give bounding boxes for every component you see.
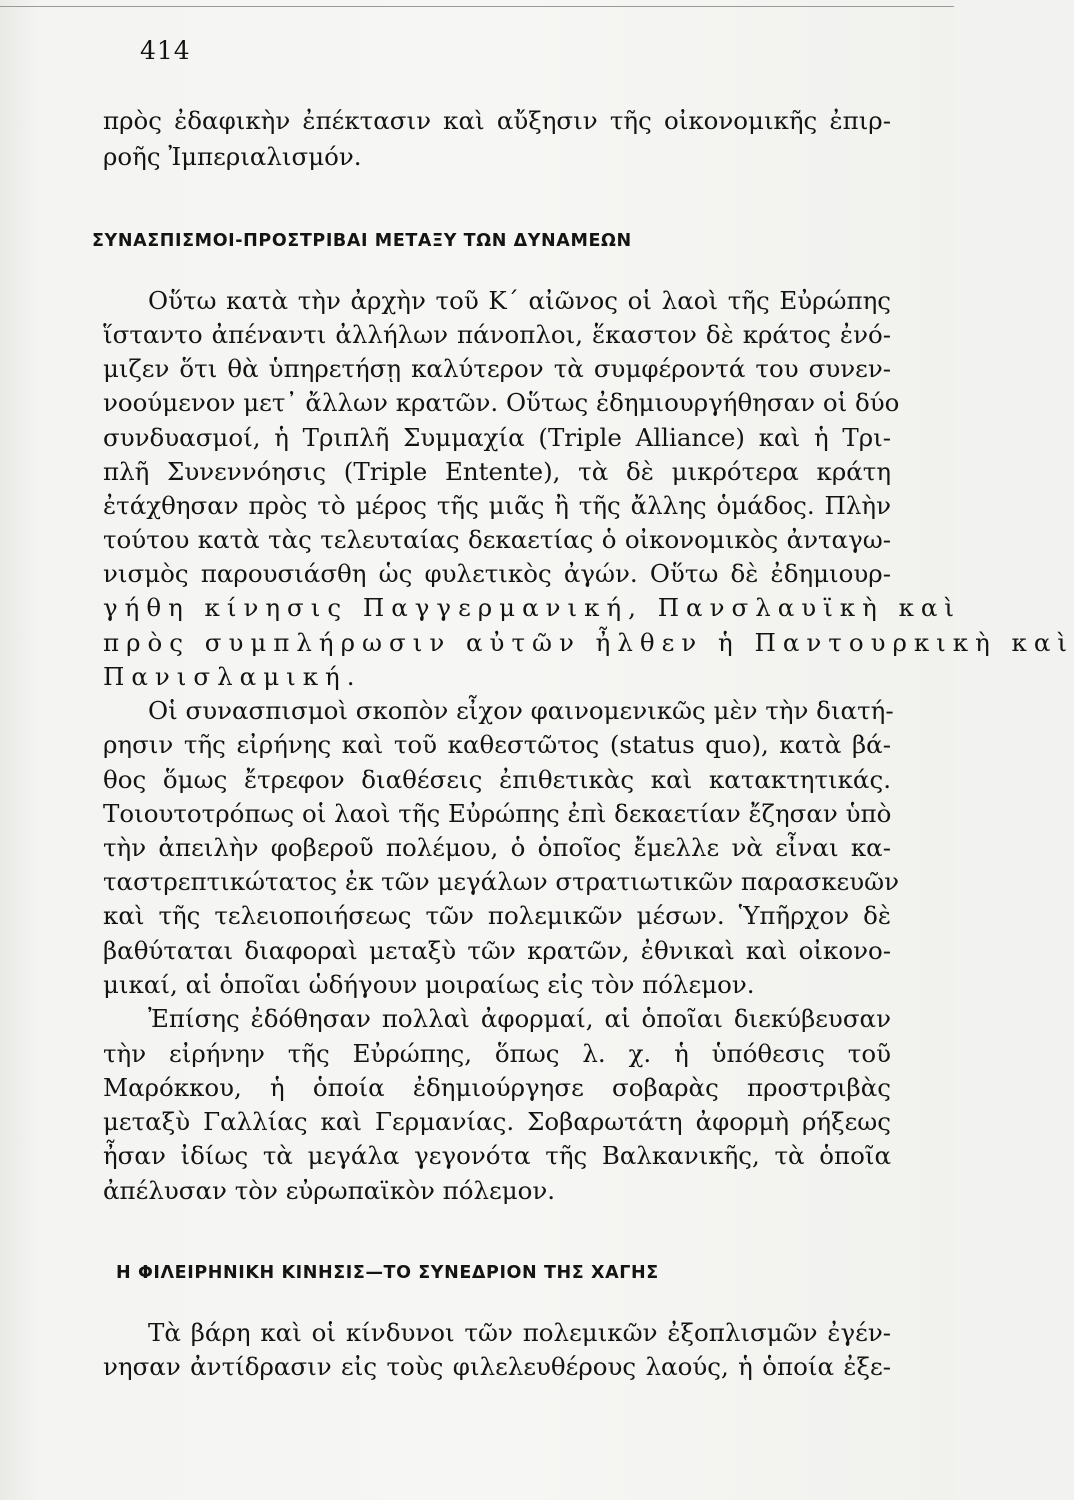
text-line: Οὕτω κατὰ τὴν ἀρχὴν τοῦ Κ΄ αἰῶνος οἱ λαοὶ τῆς Εὐρώπης [148, 286, 891, 315]
text-line: καὶ τῆς τελειοποιήσεως τῶν πολεμικῶν μέσων. Ὑπῆρχον δὲ [103, 901, 891, 930]
text-line: ρησιν τῆς εἰρήνης καὶ τοῦ καθεστῶτος (status quo), κατὰ βά- [103, 730, 891, 759]
text-line: ταστρεπτικώτατος ἐκ τῶν μεγάλων στρατιωτικῶν παρασκευῶν [103, 867, 899, 896]
text-line: Τοιουτοτρόπως οἱ λαοὶ τῆς Εὐρώπης ἐπὶ δεκαετίαν ἔζησαν ὑπὸ [103, 799, 892, 828]
text-line: Ἐπίσης ἐδόθησαν πολλαὶ ἀφορμαί, αἱ ὁποῖαι διεκύβευσαν [148, 1004, 891, 1033]
text-line: τούτου κατὰ τὰς τελευταίας δεκαετίας ὁ οἰκονομικὸς ἀνταγω- [103, 525, 891, 554]
text-line: Τὰ βάρη καὶ οἱ κίνδυνοι τῶν πολεμικῶν ἐξοπλισμῶν ἐγέν- [148, 1318, 891, 1347]
text-line: ἐτάχθησαν πρὸς τὸ μέρος τῆς μιᾶς ἢ τῆς ἄλλης ὁμάδος. Πλὴν [103, 491, 891, 520]
text-line: γήθη κίνησις Παγγερμανική, Πανσλαυϊκὴ καὶ [103, 593, 962, 622]
text-line: μικαί, αἱ ὁποῖαι ὡδήγουν μοιραίως εἰς τὸν πόλεμον. [103, 970, 755, 999]
text-line: νισμὸς παρουσιάσθη ὡς φυλετικὸς ἀγών. Οὕτω δὲ ἐδημιουρ- [103, 559, 891, 588]
text-line: θος ὅμως ἔτρεφον διαθέσεις ἐπιθετικὰς καὶ κατακτητικάς. [103, 765, 891, 794]
page-number: 414 [140, 36, 191, 65]
text-line: τὴν ἀπειλὴν φοβεροῦ πολέμου, ὁ ὁποῖος ἔμελλε νὰ εἶναι κα- [103, 833, 891, 862]
text-line: Μαρόκκου, ἡ ὁποία ἐδημιούργησε σοβαρὰς προστριβὰς [103, 1073, 891, 1102]
text-line: τὴν εἰρήνην τῆς Εὐρώπης, ὅπως λ. χ. ἡ ὑπόθεσις τοῦ [103, 1039, 891, 1068]
text-line: ἦσαν ἰδίως τὰ μεγάλα γεγονότα τῆς Βαλκανικῆς, τὰ ὁποῖα [103, 1141, 891, 1170]
text-line: Οἱ συνασπισμοὶ σκοπὸν εἶχον φαινομενικῶς μὲν τὴν διατή- [148, 696, 894, 725]
text-line: συνδυασμοί, ἡ Τριπλῆ Συμμαχία (Triple Alliance) καὶ ἡ Τρι- [103, 423, 891, 452]
text-line: πρὸς ἐδαφικὴν ἐπέκτασιν καὶ αὔξησιν τῆς οἰκονομικῆς ἐπιρ- [103, 106, 891, 135]
text-line: μεταξὺ Γαλλίας καὶ Γερμανίας. Σοβαρωτάτη ἀφορμὴ ρήξεως [103, 1107, 891, 1136]
text-line: νησαν ἀντίδρασιν εἰς τοὺς φιλελευθέρους λαούς, ἡ ὁποία ἐξε- [103, 1352, 891, 1381]
page-top-edge [0, 6, 954, 7]
section-heading: Η ΦΙΛΕΙΡΗΝΙΚΗ ΚΙΝΗΣΙΣ—ΤΟ ΣΥΝΕΔΡΙΟΝ ΤΗΣ ΧΑΓΗΣ [116, 1263, 659, 1283]
text-line: ροῆς Ἰμπεριαλισμόν. [103, 142, 362, 171]
text-line: ἀπέλυσαν τὸν εὐρωπαϊκὸν πόλεμον. [103, 1176, 556, 1205]
text-line: πλῆ Συνεννόησις (Triple Entente), τὰ δὲ μικρότερα κράτη [103, 457, 891, 486]
section-heading: ΣΥΝΑΣΠΙΣΜΟΙ-ΠΡΟΣΤΡΙΒΑΙ ΜΕΤΑΞΥ ΤΩΝ ΔΥΝΑΜΕΩΝ [92, 231, 632, 251]
text-line: μιζεν ὅτι θὰ ὑπηρετήσῃ καλύτερον τὰ συμφέροντά του συνεν- [103, 354, 891, 383]
text-line: βαθύταται διαφοραὶ μεταξὺ τῶν κρατῶν, ἐθνικαὶ καὶ οἰκονο- [103, 936, 891, 965]
text-line: Πανισλαμική. [103, 662, 362, 691]
text-line: πρὸς συμπλήρωσιν αὐτῶν ἦλθεν ἡ Παντουρκικὴ καὶ [103, 628, 1074, 657]
text-line: ἵσταντο ἀπέναντι ἀλλήλων πάνοπλοι, ἕκαστον δὲ κράτος ἐνό- [103, 320, 891, 349]
text-line: νοούμενον μετ᾽ ἄλλων κρατῶν. Οὕτως ἐδημιουργήθησαν οἱ δύο [103, 388, 900, 417]
